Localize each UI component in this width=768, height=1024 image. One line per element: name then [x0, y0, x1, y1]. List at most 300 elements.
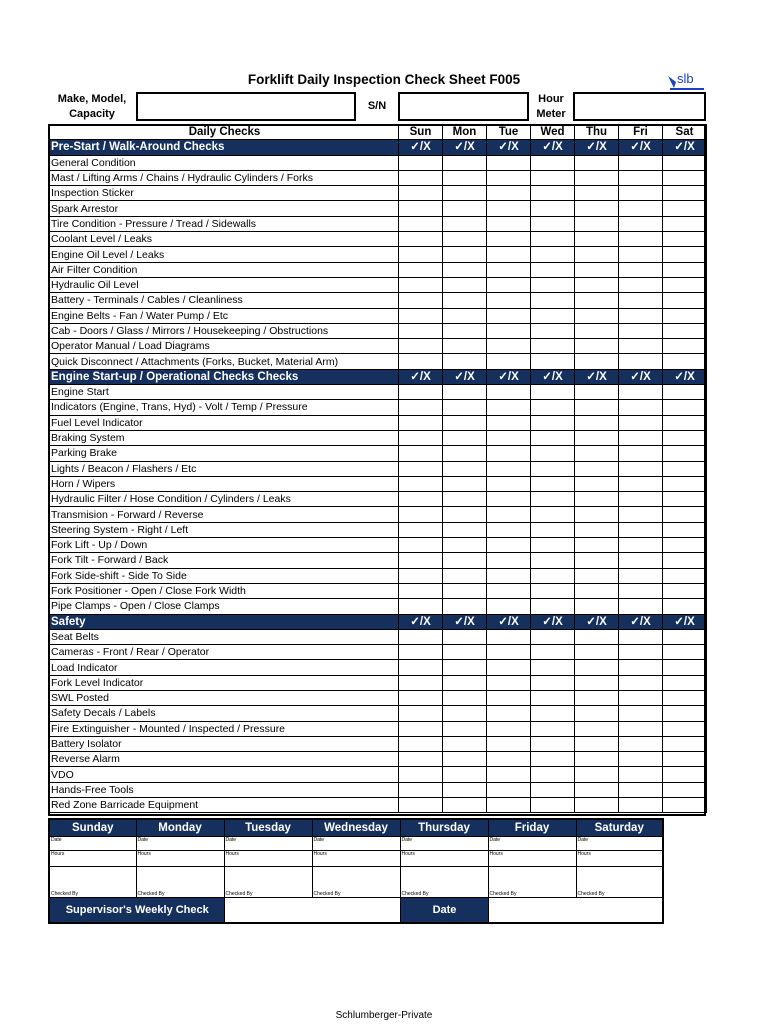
check-cell-sat[interactable]	[663, 461, 707, 476]
signoff-hours-cell[interactable]	[136, 851, 224, 867]
check-cell-tue[interactable]	[487, 308, 531, 323]
check-cell-fri[interactable]	[619, 798, 663, 813]
signoff-hours-cell[interactable]	[576, 851, 663, 867]
check-cell-sat[interactable]	[663, 721, 707, 736]
check-cell-sat[interactable]	[663, 216, 707, 231]
check-cell-sun[interactable]	[399, 216, 443, 231]
check-cell-sun[interactable]	[399, 492, 443, 507]
make-model-field[interactable]	[136, 92, 356, 121]
check-cell-mon[interactable]	[443, 629, 487, 644]
check-cell-mon[interactable]	[443, 446, 487, 461]
check-cell-sat[interactable]	[663, 339, 707, 354]
check-cell-wed[interactable]	[531, 736, 575, 751]
check-cell-thu[interactable]	[575, 553, 619, 568]
check-cell-sat[interactable]	[663, 706, 707, 721]
check-cell-wed[interactable]	[531, 690, 575, 705]
check-cell-sat[interactable]	[663, 400, 707, 415]
check-cell-wed[interactable]	[531, 385, 575, 400]
check-cell-tue[interactable]	[487, 492, 531, 507]
check-cell-sat[interactable]	[663, 155, 707, 170]
check-cell-mon[interactable]	[443, 798, 487, 813]
check-cell-wed[interactable]	[531, 599, 575, 614]
check-cell-sun[interactable]	[399, 522, 443, 537]
check-cell-tue[interactable]	[487, 476, 531, 491]
check-cell-sat[interactable]	[663, 415, 707, 430]
check-cell-sat[interactable]	[663, 293, 707, 308]
check-cell-mon[interactable]	[443, 247, 487, 262]
check-cell-fri[interactable]	[619, 400, 663, 415]
check-cell-wed[interactable]	[531, 308, 575, 323]
check-cell-wed[interactable]	[531, 583, 575, 598]
check-cell-sat[interactable]	[663, 186, 707, 201]
check-cell-sat[interactable]	[663, 782, 707, 797]
signoff-checked-by-cell[interactable]	[576, 867, 663, 898]
signoff-date-cell[interactable]	[576, 837, 663, 851]
check-cell-fri[interactable]	[619, 323, 663, 338]
check-cell-tue[interactable]	[487, 186, 531, 201]
check-cell-mon[interactable]	[443, 277, 487, 292]
check-cell-sun[interactable]	[399, 553, 443, 568]
check-cell-thu[interactable]	[575, 767, 619, 782]
check-cell-tue[interactable]	[487, 752, 531, 767]
signoff-date-cell[interactable]	[136, 837, 224, 851]
check-cell-fri[interactable]	[619, 522, 663, 537]
check-cell-mon[interactable]	[443, 599, 487, 614]
check-cell-sat[interactable]	[663, 354, 707, 369]
check-cell-sun[interactable]	[399, 430, 443, 445]
check-cell-mon[interactable]	[443, 262, 487, 277]
check-cell-wed[interactable]	[531, 430, 575, 445]
check-cell-sun[interactable]	[399, 232, 443, 247]
check-cell-fri[interactable]	[619, 446, 663, 461]
check-cell-sat[interactable]	[663, 507, 707, 522]
check-cell-fri[interactable]	[619, 507, 663, 522]
check-cell-mon[interactable]	[443, 767, 487, 782]
check-cell-tue[interactable]	[487, 798, 531, 813]
check-cell-tue[interactable]	[487, 293, 531, 308]
check-cell-mon[interactable]	[443, 645, 487, 660]
check-cell-wed[interactable]	[531, 538, 575, 553]
check-cell-sat[interactable]	[663, 247, 707, 262]
check-cell-thu[interactable]	[575, 660, 619, 675]
check-cell-tue[interactable]	[487, 553, 531, 568]
check-cell-tue[interactable]	[487, 155, 531, 170]
check-cell-tue[interactable]	[487, 629, 531, 644]
check-cell-fri[interactable]	[619, 629, 663, 644]
check-cell-tue[interactable]	[487, 339, 531, 354]
check-cell-tue[interactable]	[487, 400, 531, 415]
check-cell-sat[interactable]	[663, 430, 707, 445]
check-cell-thu[interactable]	[575, 323, 619, 338]
check-cell-mon[interactable]	[443, 354, 487, 369]
check-cell-mon[interactable]	[443, 522, 487, 537]
check-cell-fri[interactable]	[619, 767, 663, 782]
check-cell-mon[interactable]	[443, 216, 487, 231]
check-cell-sun[interactable]	[399, 599, 443, 614]
check-cell-wed[interactable]	[531, 323, 575, 338]
check-cell-tue[interactable]	[487, 690, 531, 705]
check-cell-sun[interactable]	[399, 476, 443, 491]
check-cell-fri[interactable]	[619, 415, 663, 430]
check-cell-sun[interactable]	[399, 645, 443, 660]
check-cell-sun[interactable]	[399, 186, 443, 201]
check-cell-wed[interactable]	[531, 186, 575, 201]
check-cell-mon[interactable]	[443, 721, 487, 736]
check-cell-tue[interactable]	[487, 583, 531, 598]
check-cell-mon[interactable]	[443, 507, 487, 522]
check-cell-thu[interactable]	[575, 798, 619, 813]
check-cell-sat[interactable]	[663, 538, 707, 553]
check-cell-fri[interactable]	[619, 675, 663, 690]
check-cell-tue[interactable]	[487, 354, 531, 369]
check-cell-mon[interactable]	[443, 675, 487, 690]
check-cell-sat[interactable]	[663, 599, 707, 614]
check-cell-thu[interactable]	[575, 216, 619, 231]
check-cell-thu[interactable]	[575, 461, 619, 476]
check-cell-tue[interactable]	[487, 262, 531, 277]
signoff-date-cell[interactable]	[400, 837, 488, 851]
check-cell-thu[interactable]	[575, 645, 619, 660]
check-cell-wed[interactable]	[531, 706, 575, 721]
check-cell-tue[interactable]	[487, 385, 531, 400]
check-cell-sun[interactable]	[399, 293, 443, 308]
check-cell-sun[interactable]	[399, 690, 443, 705]
check-cell-sun[interactable]	[399, 400, 443, 415]
check-cell-sun[interactable]	[399, 262, 443, 277]
check-cell-wed[interactable]	[531, 660, 575, 675]
hour-meter-field[interactable]	[573, 92, 706, 121]
check-cell-thu[interactable]	[575, 186, 619, 201]
check-cell-sat[interactable]	[663, 232, 707, 247]
check-cell-sat[interactable]	[663, 323, 707, 338]
signoff-checked-by-cell[interactable]	[136, 867, 224, 898]
check-cell-mon[interactable]	[443, 155, 487, 170]
check-cell-sun[interactable]	[399, 767, 443, 782]
check-cell-mon[interactable]	[443, 293, 487, 308]
check-cell-mon[interactable]	[443, 232, 487, 247]
check-cell-wed[interactable]	[531, 721, 575, 736]
sn-field[interactable]	[398, 92, 529, 121]
check-cell-mon[interactable]	[443, 706, 487, 721]
check-cell-fri[interactable]	[619, 645, 663, 660]
check-cell-fri[interactable]	[619, 277, 663, 292]
check-cell-tue[interactable]	[487, 430, 531, 445]
check-cell-sun[interactable]	[399, 706, 443, 721]
check-cell-sun[interactable]	[399, 461, 443, 476]
check-cell-sat[interactable]	[663, 736, 707, 751]
check-cell-sat[interactable]	[663, 568, 707, 583]
check-cell-sat[interactable]	[663, 660, 707, 675]
check-cell-fri[interactable]	[619, 247, 663, 262]
check-cell-tue[interactable]	[487, 568, 531, 583]
check-cell-sat[interactable]	[663, 262, 707, 277]
check-cell-sat[interactable]	[663, 277, 707, 292]
check-cell-mon[interactable]	[443, 492, 487, 507]
check-cell-thu[interactable]	[575, 568, 619, 583]
check-cell-mon[interactable]	[443, 186, 487, 201]
check-cell-thu[interactable]	[575, 400, 619, 415]
check-cell-thu[interactable]	[575, 277, 619, 292]
check-cell-tue[interactable]	[487, 599, 531, 614]
check-cell-thu[interactable]	[575, 507, 619, 522]
check-cell-fri[interactable]	[619, 553, 663, 568]
check-cell-tue[interactable]	[487, 538, 531, 553]
check-cell-tue[interactable]	[487, 522, 531, 537]
check-cell-thu[interactable]	[575, 782, 619, 797]
check-cell-sun[interactable]	[399, 277, 443, 292]
check-cell-mon[interactable]	[443, 568, 487, 583]
check-cell-thu[interactable]	[575, 232, 619, 247]
check-cell-fri[interactable]	[619, 216, 663, 231]
check-cell-thu[interactable]	[575, 721, 619, 736]
check-cell-fri[interactable]	[619, 385, 663, 400]
check-cell-tue[interactable]	[487, 216, 531, 231]
check-cell-fri[interactable]	[619, 232, 663, 247]
check-cell-wed[interactable]	[531, 201, 575, 216]
check-cell-fri[interactable]	[619, 599, 663, 614]
check-cell-fri[interactable]	[619, 736, 663, 751]
check-cell-wed[interactable]	[531, 247, 575, 262]
check-cell-mon[interactable]	[443, 400, 487, 415]
check-cell-mon[interactable]	[443, 385, 487, 400]
check-cell-mon[interactable]	[443, 476, 487, 491]
check-cell-mon[interactable]	[443, 201, 487, 216]
check-cell-thu[interactable]	[575, 736, 619, 751]
check-cell-sat[interactable]	[663, 522, 707, 537]
check-cell-wed[interactable]	[531, 277, 575, 292]
check-cell-sun[interactable]	[399, 538, 443, 553]
check-cell-sun[interactable]	[399, 170, 443, 185]
check-cell-tue[interactable]	[487, 415, 531, 430]
check-cell-fri[interactable]	[619, 721, 663, 736]
check-cell-thu[interactable]	[575, 446, 619, 461]
check-cell-sat[interactable]	[663, 752, 707, 767]
check-cell-wed[interactable]	[531, 798, 575, 813]
check-cell-sun[interactable]	[399, 155, 443, 170]
check-cell-fri[interactable]	[619, 201, 663, 216]
check-cell-fri[interactable]	[619, 293, 663, 308]
check-cell-thu[interactable]	[575, 706, 619, 721]
check-cell-thu[interactable]	[575, 430, 619, 445]
check-cell-fri[interactable]	[619, 752, 663, 767]
check-cell-fri[interactable]	[619, 568, 663, 583]
check-cell-sun[interactable]	[399, 354, 443, 369]
check-cell-wed[interactable]	[531, 645, 575, 660]
check-cell-wed[interactable]	[531, 461, 575, 476]
check-cell-sun[interactable]	[399, 323, 443, 338]
check-cell-fri[interactable]	[619, 706, 663, 721]
check-cell-sun[interactable]	[399, 798, 443, 813]
check-cell-mon[interactable]	[443, 430, 487, 445]
check-cell-wed[interactable]	[531, 752, 575, 767]
check-cell-thu[interactable]	[575, 354, 619, 369]
signoff-hours-cell[interactable]	[400, 851, 488, 867]
check-cell-thu[interactable]	[575, 170, 619, 185]
check-cell-sun[interactable]	[399, 446, 443, 461]
signoff-hours-cell[interactable]	[312, 851, 400, 867]
check-cell-tue[interactable]	[487, 446, 531, 461]
check-cell-sat[interactable]	[663, 675, 707, 690]
check-cell-tue[interactable]	[487, 660, 531, 675]
check-cell-sat[interactable]	[663, 170, 707, 185]
signoff-checked-by-cell[interactable]	[488, 867, 576, 898]
signoff-checked-by-cell[interactable]	[312, 867, 400, 898]
check-cell-sun[interactable]	[399, 308, 443, 323]
check-cell-thu[interactable]	[575, 752, 619, 767]
check-cell-wed[interactable]	[531, 675, 575, 690]
check-cell-wed[interactable]	[531, 492, 575, 507]
check-cell-fri[interactable]	[619, 354, 663, 369]
check-cell-sun[interactable]	[399, 507, 443, 522]
check-cell-tue[interactable]	[487, 201, 531, 216]
check-cell-fri[interactable]	[619, 308, 663, 323]
signoff-date-cell[interactable]	[49, 837, 136, 851]
check-cell-fri[interactable]	[619, 461, 663, 476]
check-cell-thu[interactable]	[575, 690, 619, 705]
check-cell-mon[interactable]	[443, 170, 487, 185]
check-cell-mon[interactable]	[443, 339, 487, 354]
check-cell-sun[interactable]	[399, 736, 443, 751]
check-cell-wed[interactable]	[531, 415, 575, 430]
check-cell-fri[interactable]	[619, 538, 663, 553]
check-cell-sun[interactable]	[399, 660, 443, 675]
check-cell-mon[interactable]	[443, 415, 487, 430]
check-cell-thu[interactable]	[575, 293, 619, 308]
check-cell-mon[interactable]	[443, 583, 487, 598]
signoff-date-cell[interactable]	[312, 837, 400, 851]
check-cell-thu[interactable]	[575, 201, 619, 216]
check-cell-fri[interactable]	[619, 690, 663, 705]
check-cell-tue[interactable]	[487, 706, 531, 721]
check-cell-thu[interactable]	[575, 247, 619, 262]
check-cell-mon[interactable]	[443, 323, 487, 338]
check-cell-mon[interactable]	[443, 690, 487, 705]
check-cell-wed[interactable]	[531, 476, 575, 491]
check-cell-tue[interactable]	[487, 461, 531, 476]
check-cell-wed[interactable]	[531, 767, 575, 782]
check-cell-sun[interactable]	[399, 201, 443, 216]
check-cell-sun[interactable]	[399, 415, 443, 430]
check-cell-sun[interactable]	[399, 247, 443, 262]
check-cell-fri[interactable]	[619, 583, 663, 598]
check-cell-wed[interactable]	[531, 354, 575, 369]
check-cell-fri[interactable]	[619, 339, 663, 354]
signoff-checked-by-cell[interactable]	[224, 867, 312, 898]
check-cell-wed[interactable]	[531, 629, 575, 644]
check-cell-fri[interactable]	[619, 186, 663, 201]
check-cell-mon[interactable]	[443, 782, 487, 797]
check-cell-mon[interactable]	[443, 308, 487, 323]
check-cell-tue[interactable]	[487, 721, 531, 736]
supervisor-signature-field[interactable]	[224, 898, 400, 924]
check-cell-sat[interactable]	[663, 476, 707, 491]
check-cell-fri[interactable]	[619, 430, 663, 445]
check-cell-thu[interactable]	[575, 583, 619, 598]
check-cell-sun[interactable]	[399, 782, 443, 797]
check-cell-fri[interactable]	[619, 170, 663, 185]
check-cell-sat[interactable]	[663, 553, 707, 568]
check-cell-thu[interactable]	[575, 538, 619, 553]
check-cell-wed[interactable]	[531, 155, 575, 170]
check-cell-mon[interactable]	[443, 660, 487, 675]
check-cell-fri[interactable]	[619, 492, 663, 507]
check-cell-thu[interactable]	[575, 629, 619, 644]
check-cell-mon[interactable]	[443, 553, 487, 568]
check-cell-thu[interactable]	[575, 522, 619, 537]
check-cell-thu[interactable]	[575, 155, 619, 170]
check-cell-thu[interactable]	[575, 675, 619, 690]
check-cell-fri[interactable]	[619, 476, 663, 491]
check-cell-thu[interactable]	[575, 385, 619, 400]
check-cell-tue[interactable]	[487, 277, 531, 292]
check-cell-sat[interactable]	[663, 767, 707, 782]
check-cell-wed[interactable]	[531, 216, 575, 231]
check-cell-sat[interactable]	[663, 385, 707, 400]
check-cell-sun[interactable]	[399, 568, 443, 583]
check-cell-mon[interactable]	[443, 752, 487, 767]
signoff-date-cell[interactable]	[224, 837, 312, 851]
check-cell-sat[interactable]	[663, 492, 707, 507]
check-cell-sat[interactable]	[663, 583, 707, 598]
check-cell-sat[interactable]	[663, 446, 707, 461]
check-cell-thu[interactable]	[575, 476, 619, 491]
check-cell-thu[interactable]	[575, 599, 619, 614]
check-cell-tue[interactable]	[487, 170, 531, 185]
check-cell-thu[interactable]	[575, 492, 619, 507]
check-cell-fri[interactable]	[619, 660, 663, 675]
check-cell-wed[interactable]	[531, 553, 575, 568]
check-cell-wed[interactable]	[531, 507, 575, 522]
signoff-checked-by-cell[interactable]	[49, 867, 136, 898]
check-cell-thu[interactable]	[575, 262, 619, 277]
check-cell-mon[interactable]	[443, 538, 487, 553]
check-cell-wed[interactable]	[531, 232, 575, 247]
check-cell-tue[interactable]	[487, 645, 531, 660]
check-cell-wed[interactable]	[531, 170, 575, 185]
check-cell-wed[interactable]	[531, 568, 575, 583]
signoff-checked-by-cell[interactable]	[400, 867, 488, 898]
check-cell-wed[interactable]	[531, 446, 575, 461]
check-cell-sat[interactable]	[663, 645, 707, 660]
check-cell-sun[interactable]	[399, 583, 443, 598]
check-cell-sat[interactable]	[663, 308, 707, 323]
check-cell-mon[interactable]	[443, 461, 487, 476]
check-cell-sat[interactable]	[663, 629, 707, 644]
check-cell-sun[interactable]	[399, 385, 443, 400]
check-cell-thu[interactable]	[575, 415, 619, 430]
check-cell-sun[interactable]	[399, 721, 443, 736]
check-cell-sun[interactable]	[399, 339, 443, 354]
check-cell-wed[interactable]	[531, 522, 575, 537]
check-cell-wed[interactable]	[531, 339, 575, 354]
check-cell-sun[interactable]	[399, 629, 443, 644]
check-cell-tue[interactable]	[487, 323, 531, 338]
check-cell-thu[interactable]	[575, 339, 619, 354]
check-cell-fri[interactable]	[619, 782, 663, 797]
signoff-hours-cell[interactable]	[49, 851, 136, 867]
check-cell-fri[interactable]	[619, 262, 663, 277]
check-cell-tue[interactable]	[487, 782, 531, 797]
check-cell-fri[interactable]	[619, 155, 663, 170]
check-cell-sun[interactable]	[399, 675, 443, 690]
check-cell-tue[interactable]	[487, 507, 531, 522]
check-cell-wed[interactable]	[531, 293, 575, 308]
check-cell-tue[interactable]	[487, 675, 531, 690]
check-cell-mon[interactable]	[443, 736, 487, 751]
check-cell-sat[interactable]	[663, 690, 707, 705]
check-cell-wed[interactable]	[531, 782, 575, 797]
signoff-hours-cell[interactable]	[224, 851, 312, 867]
